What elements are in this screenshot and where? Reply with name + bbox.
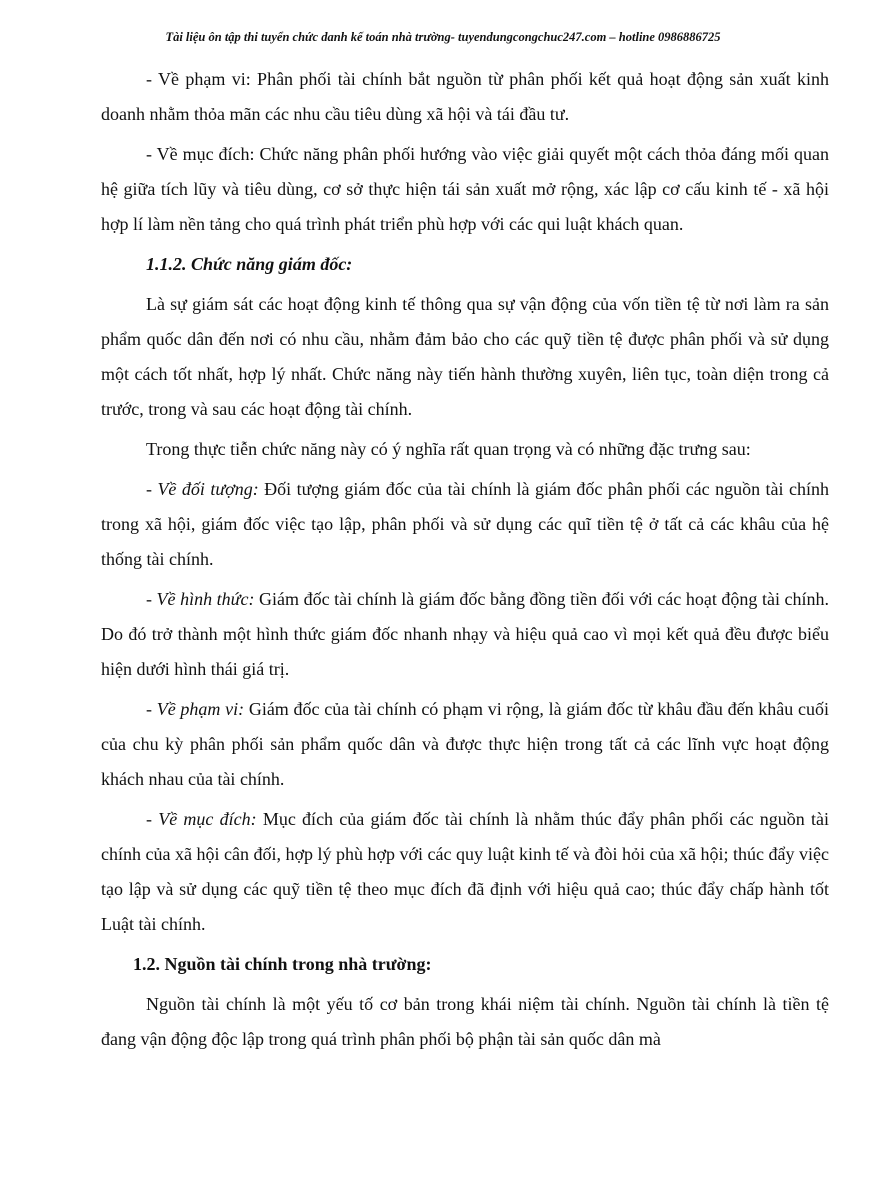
- paragraph-lead: - Về phạm vi:: [146, 699, 245, 719]
- paragraph: [101, 287, 829, 427]
- paragraph-lead: - Về đối tượng:: [146, 479, 259, 499]
- paragraph-text: Mục đích của giám đốc tài chính là nhằm thúc đẩy phân phối các nguồn tài chính của xã hội cân đối, hợp lý phù hợp với các quy luật kinh tế và đòi hỏi của xã hội; thúc đẩy việc tạo lập và sử dụng các quỹ tiền tệ theo mục đích đã định với hiệu quả cao; thúc đẩy chấp hành tốt Luật tài chính.: [101, 809, 829, 934]
- paragraph-text: Giám đốc tài chính là giám đốc bằng đồng tiền đối với các hoạt động tài chính. Do đó trở thành một hình thức giám đốc nhanh nhạy và hiệu quả cao vì mọi kết quả đều được biểu hiện dưới hình thái giá trị.: [101, 589, 829, 679]
- paragraph-lead: - Về hình thức:: [146, 589, 255, 609]
- paragraph-text: Đối tượng giám đốc của tài chính là giám đốc phân phối các nguồn tài chính trong xã hội, giám đốc việc tạo lập, phân phối và sử dụng các quĩ tiền tệ ở tất cả các khâu của hệ thống tài chính.: [101, 479, 829, 569]
- paragraph-lead: - Về mục đích:: [146, 809, 257, 829]
- paragraph: [101, 802, 829, 942]
- subsection-heading: 1.1.2. Chức năng giám đốc:: [146, 254, 353, 274]
- paragraph-text: Giám đốc của tài chính có phạm vi rộng, là giám đốc từ khâu đầu đến khâu cuối của chu kỳ phân phối sản phẩm quốc dân và được thực hiện trong tất cả các lĩnh vực hoạt động khách nhau của tài chính.: [101, 699, 830, 789]
- paragraph-text: - Về mục đích: Chức năng phân phối hướng vào việc giải quyết một cách thỏa đáng mối quan hệ giữa tích lũy và tiêu dùng, cơ sở thực hiện tái sản xuất mở rộng, xác lập cơ cấu kinh tế - xã hội hợp lí làm nền tảng cho quá trình phát triển phù hợp với các qui luật khách quan.: [101, 144, 829, 234]
- paragraph: [101, 62, 829, 132]
- paragraph: [101, 987, 829, 1057]
- paragraph-text: Nguồn tài chính là một yếu tố cơ bản trong khái niệm tài chính. Nguồn tài chính là tiền tệ đang vận động độc lập trong quá trình phân phối bộ phận tài sản quốc dân mà: [101, 994, 829, 1049]
- paragraph-text: Trong thực tiễn chức năng này có ý nghĩa rất quan trọng và có những đặc trưng sau:: [146, 439, 751, 459]
- paragraph: [101, 472, 829, 577]
- paragraph-text: - Về phạm vi: Phân phối tài chính bắt nguồn từ phân phối kết quả hoạt động sản xuất kinh doanh nhằm thỏa mãn các nhu cầu tiêu dùng xã hội và tái đầu tư.: [101, 69, 829, 124]
- document-body: [101, 62, 829, 1062]
- paragraph-text: Là sự giám sát các hoạt động kinh tế thông qua sự vận động của vốn tiền tệ từ nơi làm ra sản phẩm quốc dân đến nơi có nhu cầu, nhằm đảm bảo cho các quỹ tiền tệ được phân phối và sử dụng một cách tốt nhất, hợp lý nhất. Chức năng này tiến hành thường xuyên, liên tục, toàn diện trong cả trước, trong và sau các hoạt động tài chính.: [101, 294, 829, 419]
- paragraph: [101, 432, 829, 467]
- page-header: Tài liệu ôn tập thi tuyển chức danh kế toán nhà trường- tuyendungcongchuc247.com – hotline 0986886725: [165, 30, 721, 44]
- section-heading: 1.2. Nguồn tài chính trong nhà trường:: [133, 954, 432, 974]
- paragraph: [101, 137, 829, 242]
- paragraph: [101, 692, 829, 797]
- paragraph: [101, 582, 829, 687]
